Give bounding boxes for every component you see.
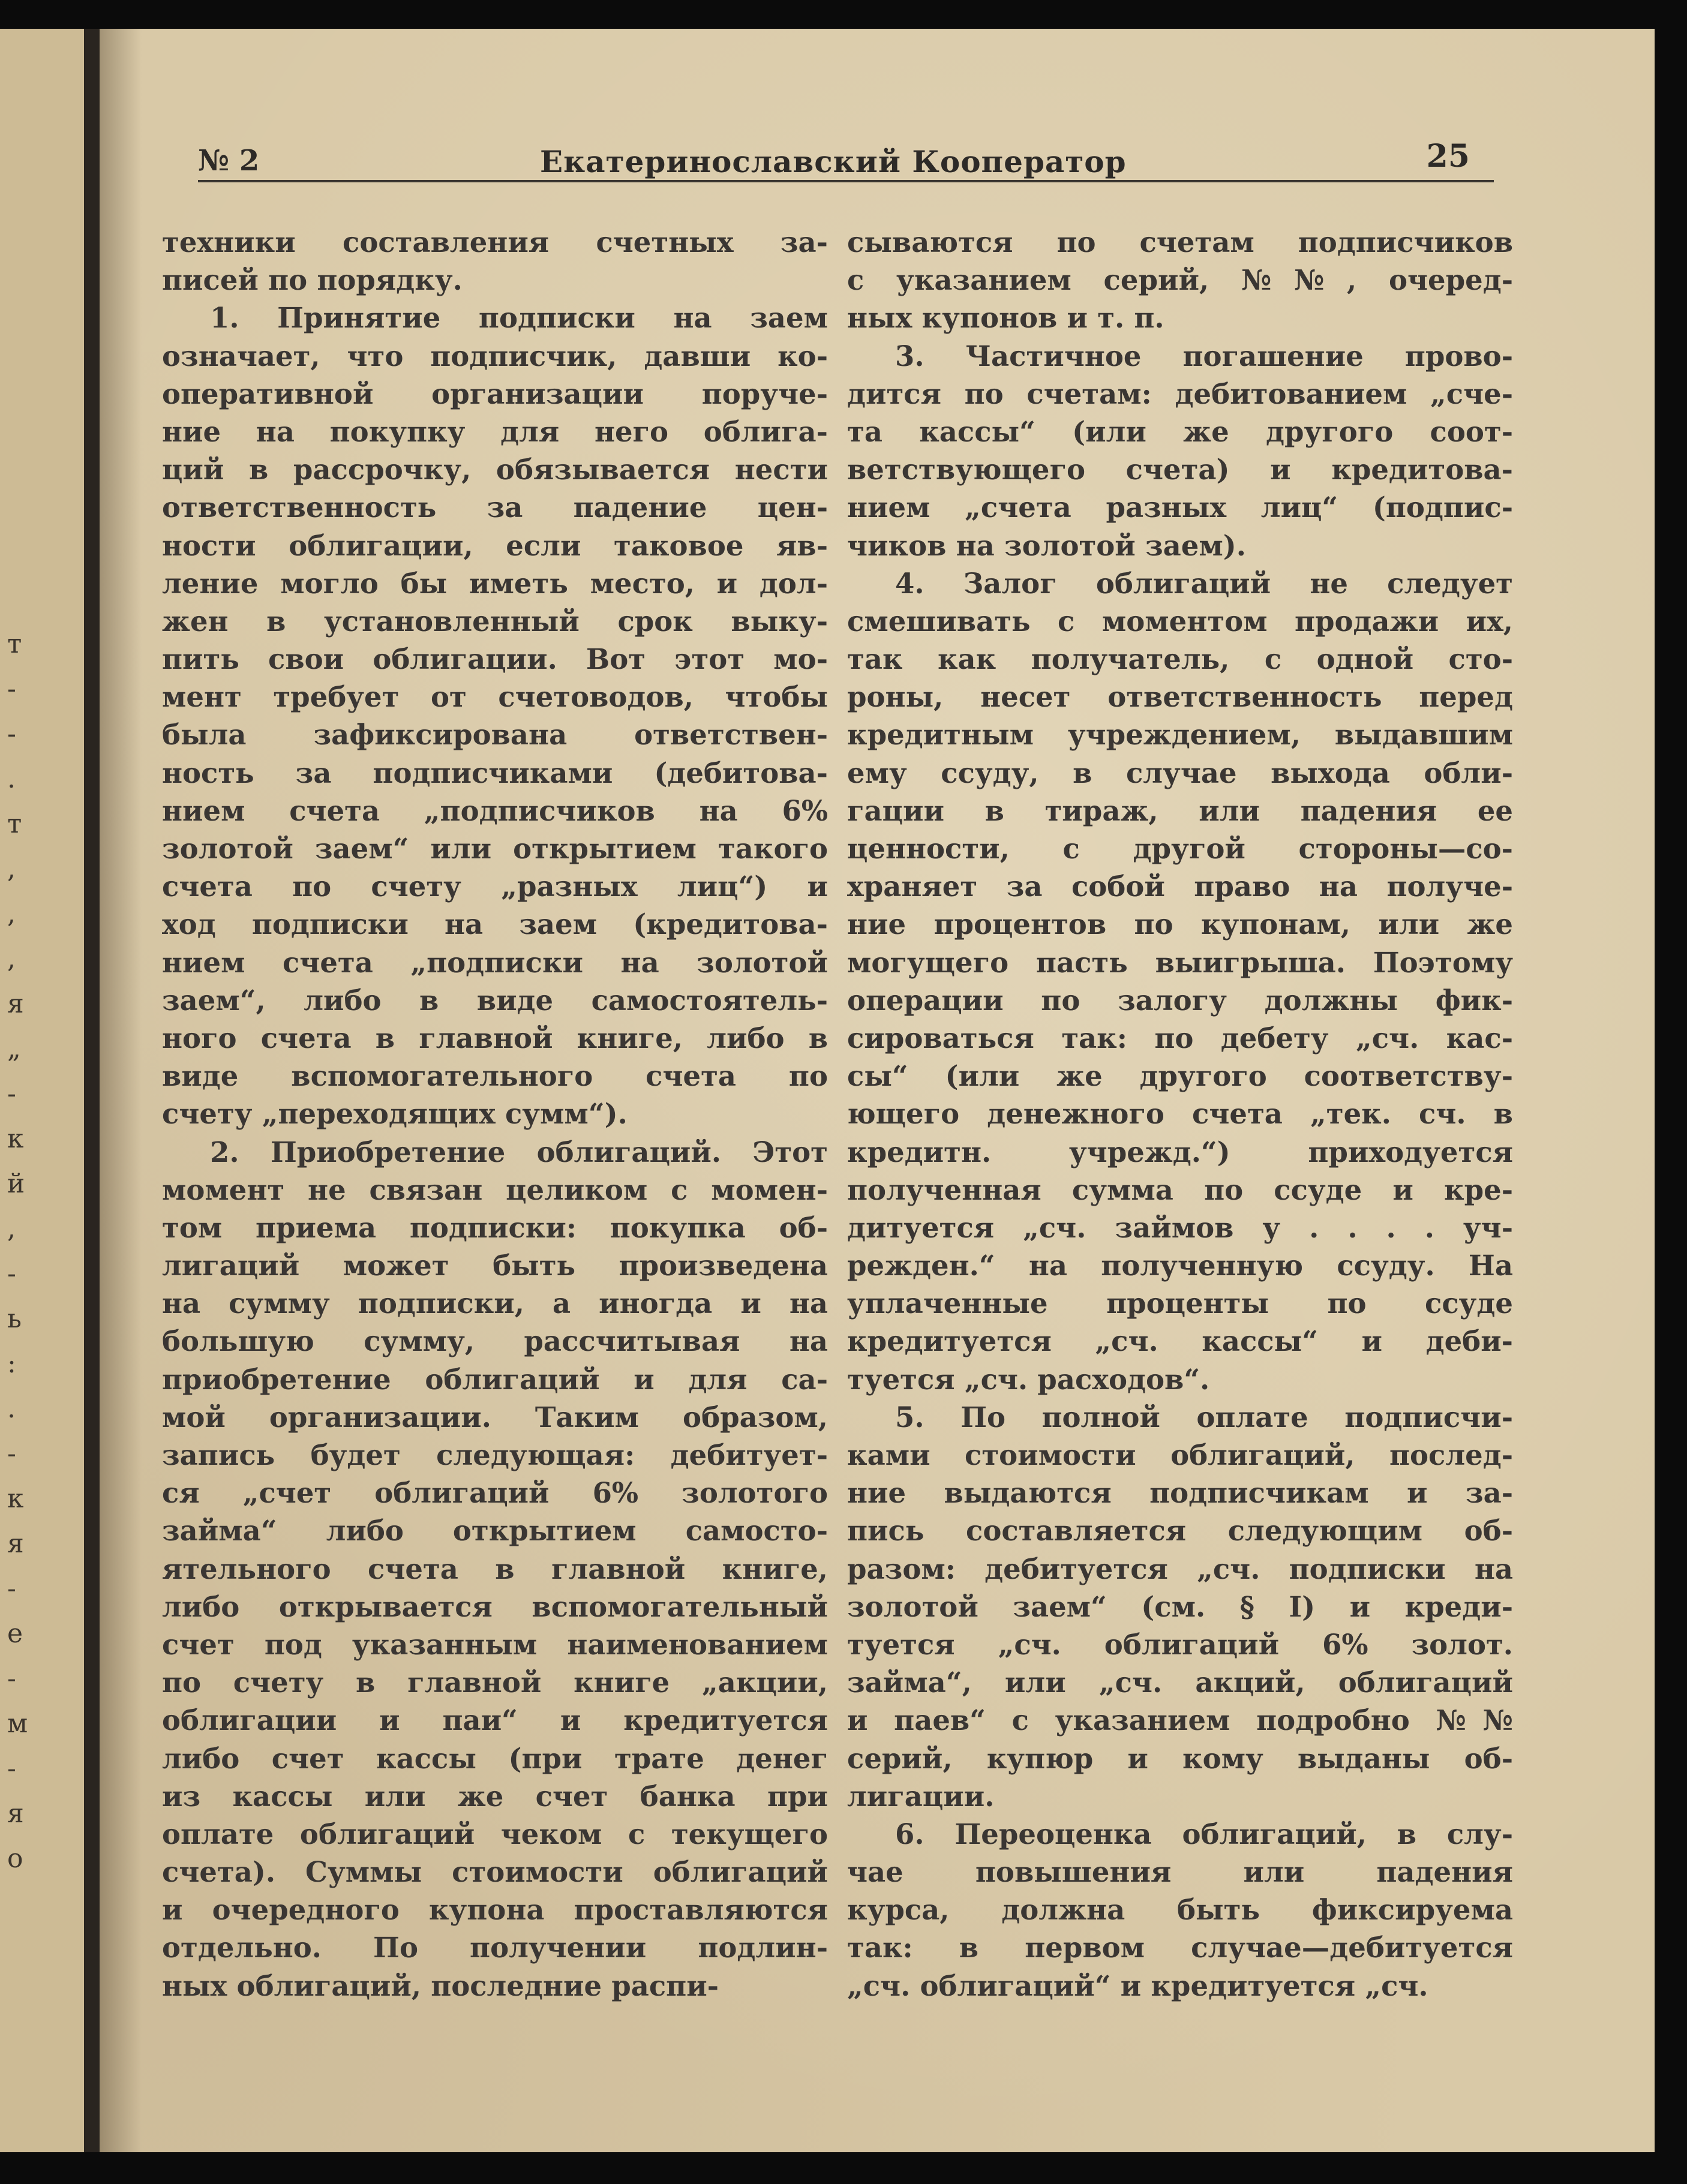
- text-line: мой организации. Таким образом,: [162, 1400, 828, 1434]
- text-line: ющего денежного счета „тек. сч. в: [847, 1097, 1513, 1131]
- text-column-right: [847, 223, 1513, 2005]
- text-line: счету „переходящих сумм“).: [162, 1097, 628, 1131]
- margin-fragment: .: [7, 1393, 16, 1424]
- margin-fragment: -: [7, 1079, 16, 1109]
- text-line: ности облигации, если таковое яв-: [162, 528, 828, 562]
- text-line: заем“, либо в виде самостоятель-: [162, 983, 828, 1017]
- text-line: сываются по счетам подписчиков: [847, 226, 1513, 259]
- text-line: техники составления счетных за-: [162, 226, 828, 259]
- text-line: мент требует от счетоводов, чтобы: [162, 680, 828, 714]
- text-column-left: [162, 223, 828, 2005]
- margin-fragment: -: [7, 674, 16, 704]
- text-line: так: в первом случае—дебитуется: [847, 1931, 1513, 1964]
- text-line: чиков на золотой заем).: [847, 528, 1246, 562]
- margin-fragment: ,: [7, 899, 16, 929]
- text-line: была зафиксирована ответствен-: [162, 718, 828, 752]
- text-line: храняет за собой право на получе-: [847, 870, 1513, 903]
- text-line: дитуется „сч. займов у . . . . уч-: [847, 1210, 1513, 1244]
- margin-fragment: е: [7, 1618, 23, 1649]
- text-line: кредитн. учрежд.“) приходуется: [847, 1135, 1513, 1168]
- text-line: уплаченные проценты по ссуде: [847, 1287, 1513, 1320]
- issue-number: № 2: [198, 144, 260, 178]
- text-line: том приема подписки: покупка об-: [162, 1210, 828, 1244]
- margin-fragment: -: [7, 1573, 16, 1604]
- text-line: лигации.: [847, 1779, 995, 1813]
- text-line: облигации и паи“ и кредитуется: [162, 1704, 828, 1737]
- margin-fragment: к: [7, 1123, 24, 1154]
- text-line: либо открывается вспомогательный: [162, 1590, 828, 1623]
- text-line: с указанием серий, №№, очеред-: [847, 263, 1513, 297]
- header-rule: [198, 180, 1494, 182]
- text-line: ответственность за падение цен-: [162, 491, 828, 524]
- margin-fragment: ,: [7, 854, 16, 884]
- margin-fragment: т: [7, 809, 22, 839]
- page-number: 25: [1426, 138, 1470, 175]
- text-line: чае повышения или падения: [847, 1855, 1513, 1889]
- text-line: означает, что подписчик, давши ко-: [162, 339, 828, 372]
- margin-fragment: -: [7, 1663, 16, 1694]
- text-line: ему ссуду, в случае выхода обли-: [847, 756, 1513, 789]
- text-line: займа“ либо открытием самосто-: [162, 1514, 828, 1548]
- text-line: приобретение облигаций и для са-: [162, 1362, 828, 1396]
- text-line: роны, несет ответственность перед: [847, 680, 1513, 714]
- margin-fragment: м: [7, 1708, 28, 1739]
- text-line: отдельно. По получении подлин-: [162, 1931, 828, 1964]
- gutter-shadow: [100, 29, 142, 2152]
- text-line: 5. По полной оплате подписчи-: [895, 1400, 1513, 1434]
- text-line: 1. Принятие подписки на заем: [210, 301, 828, 335]
- text-line: либо счет кассы (при трате денег: [162, 1741, 828, 1775]
- text-line: нием счета „подписки на золотой: [162, 945, 828, 979]
- text-line: ками стоимости облигаций, послед-: [847, 1438, 1513, 1471]
- text-line: сироваться так: по дебету „сч. кас-: [847, 1021, 1513, 1055]
- text-line: полученная сумма по ссуде и кре-: [847, 1173, 1513, 1206]
- text-line: оплате облигаций чеком с текущего: [162, 1817, 828, 1850]
- text-line: ход подписки на заем (кредитова-: [162, 908, 828, 941]
- text-line: та кассы“ (или же другого соот-: [847, 414, 1513, 448]
- margin-fragment: о: [7, 1843, 23, 1874]
- margin-fragment: й: [7, 1168, 25, 1199]
- text-line: гации в тираж, или падения ее: [847, 794, 1513, 827]
- text-line: 4. Залог облигаций не следует: [895, 566, 1513, 600]
- margin-fragment: ,: [7, 1213, 16, 1244]
- text-line: счет под указанным наименованием: [162, 1627, 828, 1661]
- text-line: займа“, или „сч. акций, облигаций: [847, 1666, 1513, 1699]
- text-line: 2. Приобретение облигаций. Этот: [210, 1135, 828, 1168]
- margin-fragment: к: [7, 1483, 24, 1514]
- text-line: разом: дебитуется „сч. подписки на: [847, 1552, 1513, 1585]
- margin-fragment: я: [7, 989, 24, 1019]
- text-line: туется „сч. облигаций 6% золот.: [847, 1627, 1513, 1661]
- margin-fragment: -: [7, 719, 16, 749]
- text-line: ций в рассрочку, обязывается нести: [162, 453, 828, 486]
- text-line: запись будет следующая: дебитует-: [162, 1438, 828, 1471]
- text-line: ных купонов и т. п.: [847, 301, 1164, 335]
- text-line: ние выдаются подписчикам и за-: [847, 1476, 1513, 1510]
- text-line: из кассы или же счет банка при: [162, 1779, 828, 1813]
- margin-fragment: „: [7, 1034, 21, 1064]
- text-line: счета по счету „разных лиц“) и: [162, 870, 828, 903]
- margin-fragment: :: [7, 1348, 16, 1379]
- text-line: ние на покупку для него облига-: [162, 414, 828, 448]
- text-line: ных облигаций, последние распи-: [162, 1969, 719, 2002]
- text-line: операции по залогу должны фик-: [847, 983, 1513, 1017]
- text-line: туется „сч. расходов“.: [847, 1362, 1210, 1396]
- text-line: „сч. облигаций“ и кредитуется „сч.: [847, 1969, 1428, 2002]
- text-line: писей по порядку.: [162, 263, 463, 297]
- text-line: золотой заем“ или открытием такого: [162, 832, 828, 865]
- adjacent-page-edge: [0, 29, 100, 2152]
- margin-fragment: т: [7, 629, 22, 659]
- margin-fragment: -: [7, 1258, 16, 1289]
- margin-fragment: .: [7, 764, 16, 794]
- text-line: ветствующего счета) и кредитова-: [847, 453, 1513, 486]
- text-line: золотой заем“ (см. § I) и креди-: [847, 1590, 1513, 1623]
- text-line: счета). Суммы стоимости облигаций: [162, 1855, 828, 1889]
- text-line: виде вспомогательного счета по: [162, 1059, 828, 1093]
- text-line: серий, купюр и кому выданы об-: [847, 1741, 1513, 1775]
- text-line: ся „счет облигаций 6% золотого: [162, 1476, 828, 1510]
- text-line: ние процентов по купонам, или же: [847, 908, 1513, 941]
- margin-fragment: ь: [7, 1303, 22, 1334]
- text-line: оперативной организации поруче-: [162, 377, 828, 410]
- text-line: кредитуется „сч. кассы“ и деби-: [847, 1324, 1513, 1358]
- margin-fragment: -: [7, 1753, 16, 1784]
- margin-fragment: -: [7, 1438, 16, 1469]
- text-line: ного счета в главной книге, либо в: [162, 1021, 828, 1055]
- text-line: 3. Частичное погашение прово-: [895, 339, 1513, 372]
- margin-fragment: я: [7, 1528, 24, 1559]
- text-line: нием счета „подписчиков на 6%: [162, 794, 828, 827]
- text-line: ятельного счета в главной книге,: [162, 1552, 828, 1585]
- text-line: и паев“ с указанием подробно №№: [847, 1704, 1513, 1737]
- text-line: сы“ (или же другого соответству-: [847, 1059, 1513, 1093]
- text-line: и очередного купона проставляются: [162, 1893, 828, 1927]
- running-header: [198, 138, 1494, 180]
- text-line: ление могло бы иметь место, и дол-: [162, 566, 828, 600]
- text-line: на сумму подписки, а иногда и на: [162, 1287, 828, 1320]
- text-line: 6. Переоценка облигаций, в слу-: [895, 1817, 1513, 1850]
- text-line: по счету в главной книге „акции,: [162, 1666, 828, 1699]
- text-line: дится по счетам: дебитованием „сче-: [847, 377, 1513, 410]
- margin-fragment: я: [7, 1798, 24, 1829]
- text-line: режден.“ на полученную ссуду. На: [847, 1249, 1513, 1282]
- text-line: так как получатель, с одной сто-: [847, 642, 1513, 676]
- text-line: курса, должна быть фиксируема: [847, 1893, 1513, 1927]
- text-line: ность за подписчиками (дебитова-: [162, 756, 828, 789]
- text-line: ценности, с другой стороны—со-: [847, 832, 1513, 865]
- text-line: лигаций может быть произведена: [162, 1249, 828, 1282]
- text-line: жен в установленный срок выку-: [162, 604, 828, 638]
- margin-fragment: ,: [7, 944, 16, 974]
- text-line: большую сумму, рассчитывая на: [162, 1324, 828, 1358]
- text-line: пись составляется следующим об-: [847, 1514, 1513, 1548]
- text-line: пить свои облигации. Вот этот мо-: [162, 642, 828, 676]
- text-line: смешивать с моментом продажи их,: [847, 604, 1513, 638]
- text-line: нием „счета разных лиц“ (подпис-: [847, 491, 1513, 524]
- journal-title: Екатеринославский Кооператор: [540, 144, 1127, 179]
- text-line: момент не связан целиком с момен-: [162, 1173, 828, 1206]
- text-line: кредитным учреждением, выдавшим: [847, 718, 1513, 752]
- text-line: могущего пасть выигрыша. Поэтому: [847, 945, 1513, 979]
